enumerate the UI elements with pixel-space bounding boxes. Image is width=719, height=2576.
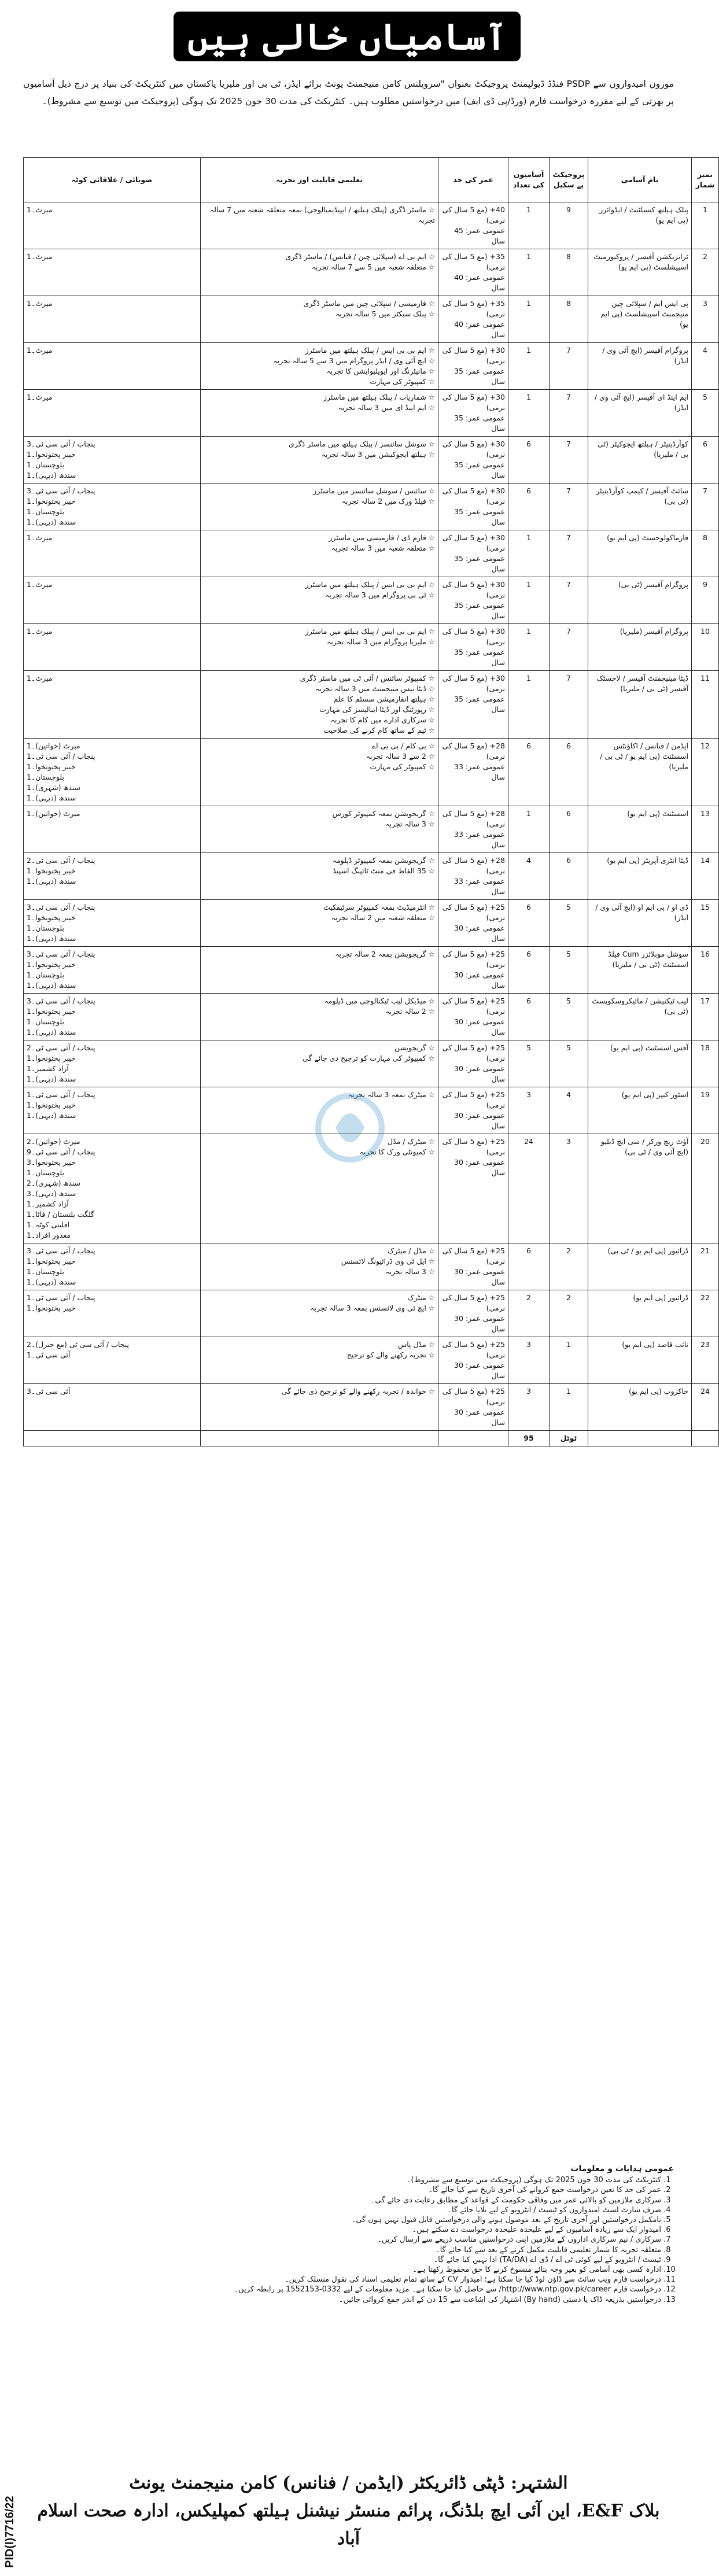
row-number: 17 <box>692 994 719 1040</box>
post-name: سوشل موبلائزر Cum فیلڈ اسسٹنٹ (ٹی بی / ملیریا) <box>588 947 692 994</box>
watermark-logo <box>312 1087 388 1174</box>
project-pay-scale: 1 <box>550 1384 588 1431</box>
post-name: نائب قاصد (پی ایم یو) <box>588 1337 692 1384</box>
vacancy-count: 24 <box>508 1134 550 1243</box>
quota: پنجاب / آئی سی ٹی۔3 خیبر پختونخوا۔1 بلوچستان۔1 سندھ (دیہی)۔1 <box>24 994 201 1040</box>
row-number: 22 <box>692 1290 719 1337</box>
qualification: ☆ گریجویشن بمعہ کمپیوٹر ڈپلومہ ☆ 35 الفاظ فی منٹ ٹائپنگ اسپیڈ <box>201 853 438 900</box>
condition-item: 6. امیدوار ایک سے زیادہ آسامیوں کے لیے علیحدہ علیحدہ درخواست دے سکتے ہیں۔ <box>23 2225 661 2235</box>
project-pay-scale: 5 <box>550 947 588 994</box>
project-pay-scale: 5 <box>550 900 588 947</box>
age-limit: 35+ (مع 5 سال کی نرمی) عمومی عمر: 40 سال <box>438 296 508 343</box>
condition-item: 4. صرف شارٹ لسٹ امیدواروں کو ٹیسٹ / انٹرویو کے لیے بلایا جائے گا۔ <box>23 2205 661 2215</box>
post-name: ڈیٹا مینیجمنٹ آفیسر / لاجسٹک آفیسر (ٹی بی / ملیریا) <box>588 671 692 739</box>
age-limit: 30+ (مع 5 سال کی نرمی) عمومی عمر: 35 سال <box>438 484 508 530</box>
row-number: 15 <box>692 900 719 947</box>
qualification: ☆ گریجویشن ☆ کمپیوٹر کی مہارت کو ترجیح دی جائے گی <box>201 1040 438 1087</box>
total-label: ٹوٹل <box>550 1431 588 1446</box>
quota: میرٹ۔1 <box>24 249 201 296</box>
age-limit: 30+ (مع 5 سال کی نرمی) عمومی عمر: 35 سال <box>438 437 508 484</box>
post-name: اسٹور کیپر (پی ایم یو) <box>588 1087 692 1134</box>
project-pay-scale: 7 <box>550 343 588 390</box>
table-row <box>24 947 719 994</box>
project-pay-scale: 4 <box>550 1087 588 1134</box>
quota: پنجاب / آئی سی ٹی۔1 خیبر پختونخوا۔1 سندھ (دیہی)۔1 <box>24 1087 201 1134</box>
condition-item: 10. ادارہ کسی بھی آسامی کو بغیر وجہ بتائے منسوخ کرنے کا حق محفوظ رکھتا ہے۔ <box>23 2265 661 2275</box>
pid-number: PID(I)7716/22 <box>3 2496 16 2568</box>
quota: پنجاب / آئی سی ٹی۔1 خیبر پختونخوا۔1 <box>24 1290 201 1337</box>
quota: میرٹ۔1 <box>24 530 201 577</box>
project-pay-scale: 7 <box>550 437 588 484</box>
post-name: ڈی او / پی ایم او (ایچ آئی وی / ایڈز) <box>588 900 692 947</box>
row-number: 23 <box>692 1337 719 1384</box>
table-row <box>24 671 719 739</box>
table-row <box>24 853 719 900</box>
qualification: ☆ میٹرک / مڈل ☆ کمیونٹی ورک کا تجربہ <box>201 1134 438 1243</box>
age-limit: 25+ (مع 5 سال کی نرمی) عمومی عمر: 30 سال <box>438 900 508 947</box>
table-row <box>24 343 719 390</box>
table-row <box>24 202 719 249</box>
row-number: 4 <box>692 343 719 390</box>
post-name: کوآرڈینیٹر / ہیلتھ ایجوکیٹر (ٹی بی / ملیریا) <box>588 437 692 484</box>
post-name: سائٹ آفیسر / کیمپ کوآرڈینیٹر (ٹی بی) <box>588 484 692 530</box>
header-no: نمبر شمار <box>692 158 719 202</box>
table-row <box>24 1290 719 1337</box>
footer <box>23 2470 674 2562</box>
qualification: ☆ شماریات / پبلک ہیلتھ میں ماسٹرز ☆ ایم اینڈ ای میں 3 سالہ تجربہ <box>201 390 438 437</box>
project-pay-scale: 7 <box>550 530 588 577</box>
post-name: ایم اینڈ ای آفیسر (ایچ آئی وی / ایڈز) <box>588 390 692 437</box>
age-limit: 25+ (مع 5 سال کی نرمی) عمومی عمر: 30 سال <box>438 1087 508 1134</box>
row-number: 24 <box>692 1384 719 1431</box>
quota: پنجاب / آئی سی ٹی (مع جنرل)۔2 آئی سی ٹی۔1 <box>24 1337 201 1384</box>
age-limit: 30+ (مع 5 سال کی نرمی) عمومی عمر: 35 سال <box>438 530 508 577</box>
row-number: 6 <box>692 437 719 484</box>
post-name: آفس اسسٹنٹ (پی ایم یو) <box>588 1040 692 1087</box>
table-row <box>24 739 719 806</box>
project-pay-scale: 6 <box>550 806 588 853</box>
qualification: ☆ میٹرک ☆ ایچ ٹی وی لائسنس بمعہ 3 سالہ تجربہ <box>201 1290 438 1337</box>
condition-item: 5. نامکمل درخواستیں اور آخری تاریخ کے بعد موصول ہونے والی درخواستیں قابل قبول نہیں ہوں گی۔ <box>23 2215 661 2225</box>
quota: میرٹ۔1 <box>24 577 201 624</box>
age-limit: 30+ (مع 5 سال کی نرمی) عمومی عمر: 35 سال <box>438 671 508 739</box>
row-number: 13 <box>692 806 719 853</box>
qualification: ☆ گریجویشن بمعہ 2 سالہ تجربہ <box>201 947 438 994</box>
title-banner <box>174 12 521 61</box>
row-number: 14 <box>692 853 719 900</box>
header-bps: پروجیکٹ پے سکیل <box>550 158 588 202</box>
qualification: ☆ ماسٹر ڈگری (پبلک ہیلتھ / ایپیڈیمیالوجی) بمعہ متعلقہ شعبہ میں 7 سالہ تجربہ <box>201 202 438 249</box>
vacancy-count: 6 <box>508 994 550 1040</box>
condition-item: 8. متعلقہ تجربہ کا شمار تعلیمی قابلیت مکمل کرنے کے بعد سے کیا جائے گا۔ <box>23 2245 661 2255</box>
vacancy-count: 6 <box>508 739 550 806</box>
vacancy-count: 5 <box>508 1040 550 1087</box>
qualification: ☆ مڈل / میٹرک ☆ ایل ٹی وی ڈرائیونگ لائسنس ☆ 3 سالہ تجربہ <box>201 1243 438 1290</box>
row-number: 18 <box>692 1040 719 1087</box>
project-pay-scale: 7 <box>550 671 588 739</box>
qualification: ☆ ایم بی بی ایس / پبلک ہیلتھ میں ماسٹرز ☆ ملیریا پروگرام میں 3 سالہ تجربہ <box>201 624 438 671</box>
project-pay-scale: 7 <box>550 484 588 530</box>
row-number: 9 <box>692 577 719 624</box>
quota: میرٹ۔1 <box>24 390 201 437</box>
qualification: ☆ کمپیوٹر سائنس / آئی ٹی میں ماسٹر ڈگری ☆ ڈیٹا بیس منیجمنٹ میں 3 سالہ تجربہ ☆ ہیلتھ انفارمیشن سسٹم کا علم ☆ رپورٹنگ اور ڈیٹا اینالیسز کی مہارت ☆ سرکاری ادارے میں کام کا تجربہ ☆ ٹیم کے ساتھ کام کرنے کی صلاحیت <box>201 671 438 739</box>
qualification: ☆ ایم بی بی ایس / پبلک ہیلتھ میں ماسٹرز ☆ ٹی بی پروگرام میں 3 سالہ تجربہ <box>201 577 438 624</box>
age-limit: 25+ (مع 5 سال کی نرمی) عمومی عمر: 30 سال <box>438 1290 508 1337</box>
age-limit: 25+ (مع 5 سال کی نرمی) عمومی عمر: 30 سال <box>438 947 508 994</box>
qualification: ☆ ایم بی اے (سپلائی چین / فنانس) / ماسٹر ڈگری ☆ متعلقہ شعبہ میں 5 سے 7 سالہ تجربہ <box>201 249 438 296</box>
project-pay-scale: 2 <box>550 1290 588 1337</box>
quota: میرٹ۔1 <box>24 671 201 739</box>
qualification: ☆ گریجویشن بمعہ کمپیوٹر کورس ☆ 3 سالہ تجربہ <box>201 806 438 853</box>
vacancy-count: 1 <box>508 390 550 437</box>
post-name: آؤٹ ریچ ورکر / سی ایچ ڈبلیو (ایچ آئی وی / ٹی بی) <box>588 1134 692 1243</box>
vacancies-body <box>24 202 719 1431</box>
vacancy-count: 1 <box>508 296 550 343</box>
post-name: فارماکولوجسٹ (پی ایم یو) <box>588 530 692 577</box>
total-count: 95 <box>508 1431 550 1446</box>
post-name: پروگرام آفیسر (ٹی بی) <box>588 577 692 624</box>
vacancy-count: 1 <box>508 202 550 249</box>
header-qualification: تعلیمی قابلیت اور تجربہ <box>201 158 438 202</box>
qualification: ☆ انٹرمیڈیٹ بمعہ کمپیوٹر سرٹیفکیٹ ☆ متعلقہ شعبہ میں 2 سالہ تجربہ <box>201 900 438 947</box>
footer-advertiser: الشتہر: ڈپٹی ڈائریکٹر (ایڈمن / فنانس) کامن منیجمنٹ یونٹ <box>129 2473 568 2493</box>
project-pay-scale: 6 <box>550 739 588 806</box>
general-conditions <box>23 2164 674 2305</box>
row-number: 19 <box>692 1087 719 1134</box>
header-quota: صوبائی / علاقائی کوٹہ <box>24 158 201 202</box>
project-pay-scale: 7 <box>550 624 588 671</box>
quota: پنجاب / آئی سی ٹی۔2 خیبر پختونخوا۔1 آزاد کشمیر۔1 سندھ (دیہی)۔1 <box>24 1040 201 1087</box>
header-count: آسامیوں کی تعداد <box>508 158 550 202</box>
post-name: پبلک ہیلتھ کنسلٹنٹ / ایڈوائزر (پی ایم یو) <box>588 202 692 249</box>
row-number: 1 <box>692 202 719 249</box>
quota: پنجاب / آئی سی ٹی۔3 خیبر پختونخوا۔1 بلوچستان۔1 سندھ (دیہی)۔1 <box>24 900 201 947</box>
vacancy-count: 1 <box>508 343 550 390</box>
table-row <box>24 1243 719 1290</box>
quota: میرٹ (خواتین)۔1 پنجاب / آئی سی ٹی۔1 خیبر پختونخوا۔1 بلوچستان۔1 سندھ (شہری)۔1 سندھ (دیہی)۔1 <box>24 739 201 806</box>
condition-item: 2. عمر کی حد کا تعین درخواست جمع کروانے کی آخری تاریخ سے کیا جائے گا۔ <box>23 2185 661 2195</box>
vacancy-count: 6 <box>508 437 550 484</box>
quota: پنجاب / آئی سی ٹی۔2 خیبر پختونخوا۔1 سندھ (دیہی)۔1 <box>24 853 201 900</box>
vacancy-count: 6 <box>508 947 550 994</box>
qualification: ☆ خواندہ / تجربہ رکھنے والے کو ترجیح دی جائے گی <box>201 1384 438 1431</box>
row-number: 7 <box>692 484 719 530</box>
age-limit: 30+ (مع 5 سال کی نرمی) عمومی عمر: 35 سال <box>438 390 508 437</box>
row-number: 5 <box>692 390 719 437</box>
table-row <box>24 1337 719 1384</box>
quota: آئی سی ٹی۔3 <box>24 1384 201 1431</box>
qualification: ☆ بی کام / بی بی اے ☆ 2 سے 3 سالہ تجربہ ☆ کمپیوٹر کی مہارت <box>201 739 438 806</box>
condition-item: 11. درخواست فارم ویب سائٹ سے ڈاؤن لوڈ کیا جا سکتا ہے؛ امیدوار CV کے ساتھ تمام تعلیمی اسناد کی نقول منسلک کریں۔ <box>23 2275 661 2285</box>
age-limit: 25+ (مع 5 سال کی نرمی) عمومی عمر: 30 سال <box>438 1134 508 1243</box>
table-row <box>24 624 719 671</box>
age-limit: 25+ (مع 5 سال کی نرمی) عمومی عمر: 30 سال <box>438 1040 508 1087</box>
project-pay-scale: 7 <box>550 577 588 624</box>
table-row <box>24 1384 719 1431</box>
condition-item: 1. کنٹریکٹ کی مدت 30 جون 2025 تک ہوگی (پروجیکٹ میں توسیع سے مشروط)۔ <box>23 2175 661 2185</box>
row-number: 16 <box>692 947 719 994</box>
vacancy-count: 3 <box>508 1384 550 1431</box>
post-name: لیب ٹیکنیشن / مائیکروسکوپسٹ (ٹی بی) <box>588 994 692 1040</box>
project-pay-scale: 5 <box>550 994 588 1040</box>
vacancy-count: 6 <box>508 484 550 530</box>
page-title: آسامیاں خالی ہیں <box>187 15 507 58</box>
row-number: 21 <box>692 1243 719 1290</box>
table-row <box>24 437 719 484</box>
post-name: اسسٹنٹ (پی ایم یو) <box>588 806 692 853</box>
table-row <box>24 577 719 624</box>
row-number: 12 <box>692 739 719 806</box>
vacancies-table <box>23 157 719 1446</box>
post-name: ڈیٹا انٹری آپریٹر (پی ایم یو) <box>588 853 692 900</box>
quota: پنجاب / آئی سی ٹی۔3 خیبر پختونخوا۔1 بلوچستان۔1 سندھ (دیہی)۔1 <box>24 437 201 484</box>
project-pay-scale: 5 <box>550 1040 588 1087</box>
row-number: 20 <box>692 1134 719 1243</box>
quota: میرٹ۔1 <box>24 624 201 671</box>
age-limit: 28+ (مع 5 سال کی نرمی) عمومی عمر: 33 سال <box>438 853 508 900</box>
table-row <box>24 249 719 296</box>
condition-item: 9. ٹیسٹ / انٹرویو کے لیے کوئی ٹی اے / ڈی اے (TA/DA) ادا نہیں کیا جائے گا۔ <box>23 2255 661 2265</box>
table-row <box>24 296 719 343</box>
vacancy-count: 3 <box>508 1087 550 1134</box>
row-number: 3 <box>692 296 719 343</box>
post-name: پی ایس ایم / سپلائی چین منیجمنٹ اسپیشلسٹ (پی ایم یو) <box>588 296 692 343</box>
age-limit: 35+ (مع 5 سال کی نرمی) عمومی عمر: 40 سال <box>438 249 508 296</box>
age-limit: 25+ (مع 5 سال کی نرمی) عمومی عمر: 30 سال <box>438 1243 508 1290</box>
vacancy-count: 1 <box>508 577 550 624</box>
quota: میرٹ (خواتین)۔2 پنجاب / آئی سی ٹی۔9 خیبر پختونخوا۔3 بلوچستان۔1 سندھ (شہری)۔2 سندھ (دیہی)۔3 آزاد کشمیر۔1 گلگت بلتستان / فاٹا۔1 اقلیتی کوٹہ۔1 معذور افراد۔1 <box>24 1134 201 1243</box>
conditions-list <box>23 2175 674 2305</box>
table-row <box>24 530 719 577</box>
quota: میرٹ۔1 <box>24 343 201 390</box>
post-name: ٹرانزیکشن آفیسر / پروکیورمنٹ اسپیشلسٹ (پی ایم یو) <box>588 249 692 296</box>
post-name: ڈرائیور (پی ایم یو / ٹی بی) <box>588 1243 692 1290</box>
quota: پنجاب / آئی سی ٹی۔3 خیبر پختونخوا۔1 بلوچستان۔1 سندھ (دیہی)۔1 <box>24 484 201 530</box>
qualification: ☆ فارمیسی / سپلائی چین میں ماسٹر ڈگری ☆ پبلک سیکٹر میں 5 سالہ تجربہ <box>201 296 438 343</box>
project-pay-scale: 8 <box>550 296 588 343</box>
vacancy-count: 4 <box>508 853 550 900</box>
qualification: ☆ ایم بی بی ایس / پبلک ہیلتھ میں ماسٹرز ☆ ایچ آئی وی / ایڈز پروگرام میں 3 سے 5 سالہ تجربہ ☆ مانیٹرنگ اور ایویلیوایشن کا تجربہ ☆ کمپیوٹر کی مہارت <box>201 343 438 390</box>
qualification: ☆ مڈل پاس ☆ تجربہ رکھنے والے کو ترجیح <box>201 1337 438 1384</box>
project-pay-scale: 9 <box>550 202 588 249</box>
post-name: خاکروب (پی ایم یو) <box>588 1384 692 1431</box>
footer-address: بلاک E&F، این آئی ایچ بلڈنگ، پرائم منسٹر نیشنل ہیلتھ کمپلیکس، ادارہ صحت اسلام آباد <box>37 2501 660 2549</box>
table-row <box>24 994 719 1040</box>
age-limit: 28+ (مع 5 سال کی نرمی) عمومی عمر: 33 سال <box>438 806 508 853</box>
project-pay-scale: 1 <box>550 1337 588 1384</box>
post-name: پروگرام آفیسر (ایچ آئی وی / ایڈز) <box>588 343 692 390</box>
condition-item: 7. سرکاری / نیم سرکاری اداروں کے ملازمین اپنی درخواستیں مناسب ذریعے سے ارسال کریں۔ <box>23 2235 661 2245</box>
age-limit: 25+ (مع 5 سال کی نرمی) عمومی عمر: 30 سال <box>438 1384 508 1431</box>
total-row <box>24 1431 719 1446</box>
post-name: ڈرائیور (پی ایم یو) <box>588 1290 692 1337</box>
project-pay-scale: 2 <box>550 1243 588 1290</box>
vacancy-count: 6 <box>508 1243 550 1290</box>
intro-paragraph: موزوں امیدواروں سے PSDP فنڈڈ ڈیولپمنٹ پروجیکٹ بعنوان "سرویلنس کامن منیجمنٹ یونٹ برائے ایڈز، ٹی بی اور ملیریا پاکستان میں کنٹریکٹ کی بنیاد پر درج ذیل آسامیوں پر بھرتی کے لیے مقررہ درخواست فارم (ورڈ/پی ڈی ایف) میں درخواستیں مطلوب ہیں۔ کنٹریکٹ کی مدت 30 جون 2025 تک ہوگی (پروجیکٹ میں توسیع سے مشروط)۔ <box>23 79 674 106</box>
project-pay-scale: 8 <box>550 249 588 296</box>
table-row <box>24 806 719 853</box>
vacancy-count: 1 <box>508 806 550 853</box>
qualification: ☆ فارم ڈی / فارمیسی میں ماسٹرز ☆ متعلقہ شعبہ میں 3 سالہ تجربہ <box>201 530 438 577</box>
age-limit: 28+ (مع 5 سال کی نرمی) عمومی عمر: 33 سال <box>438 739 508 806</box>
age-limit: 40+ (مع 5 سال کی نرمی) عمومی عمر: 45 سال <box>438 202 508 249</box>
qualification: ☆ میٹرک بمعہ 3 سالہ تجربہ <box>201 1087 438 1134</box>
project-pay-scale: 3 <box>550 1134 588 1243</box>
vacancy-count: 1 <box>508 624 550 671</box>
vacancy-count: 3 <box>508 1337 550 1384</box>
table-row <box>24 484 719 530</box>
vacancy-count: 1 <box>508 249 550 296</box>
project-pay-scale: 6 <box>550 853 588 900</box>
post-name: پروگرام آفیسر (ملیریا) <box>588 624 692 671</box>
header-age: عمر کی حد <box>438 158 508 202</box>
post-name: ایڈمن / فنانس / اکاؤنٹس اسسٹنٹ (پی ایم یو / ٹی بی / ملیریا) <box>588 739 692 806</box>
row-number: 10 <box>692 624 719 671</box>
age-limit: 25+ (مع 5 سال کی نرمی) عمومی عمر: 30 سال <box>438 994 508 1040</box>
quota: پنجاب / آئی سی ٹی۔3 خیبر پختونخوا۔1 بلوچستان۔1 سندھ (دیہی)۔1 <box>24 947 201 994</box>
row-number: 2 <box>692 249 719 296</box>
conditions-title: عمومی ہدایات و معلومات <box>570 2164 674 2173</box>
condition-item: 12. درخواست فارم http://www.ntp.gov.pk/career/ سے حاصل کیا جا سکتا ہے۔ مزید معلومات کے لیے 0332-1552153 پر رابطہ کریں۔ <box>23 2285 661 2294</box>
vacancy-count: 6 <box>508 900 550 947</box>
table-row <box>24 900 719 947</box>
age-limit: 30+ (مع 5 سال کی نرمی) عمومی عمر: 35 سال <box>438 624 508 671</box>
table-row <box>24 1040 719 1087</box>
vacancy-count: 1 <box>508 671 550 739</box>
quota: میرٹ (خواتین)۔1 <box>24 806 201 853</box>
condition-item: 3. سرکاری ملازمین کو بالائی عمر میں وفاقی حکومت کے قواعد کے مطابق رعایت دی جائے گی۔ <box>23 2195 661 2205</box>
quota: پنجاب / آئی سی ٹی۔3 خیبر پختونخوا۔1 بلوچستان۔1 سندھ (دیہی)۔1 <box>24 1243 201 1290</box>
vacancy-count: 1 <box>508 530 550 577</box>
project-pay-scale: 7 <box>550 390 588 437</box>
vacancy-count: 2 <box>508 1290 550 1337</box>
header-post: نام آسامی <box>588 158 692 202</box>
qualification: ☆ سوشل سائنسز / پبلک ہیلتھ میں ماسٹر ڈگری ☆ ہیلتھ ایجوکیشن میں 3 سالہ تجربہ <box>201 437 438 484</box>
condition-item: 13. درخواستیں بذریعہ ڈاک یا دستی (By hand) اشتہار کی اشاعت سے 15 دن کے اندر جمع کروائی جائیں۔ <box>23 2295 661 2305</box>
quota: میرٹ۔1 <box>24 202 201 249</box>
age-limit: 25+ (مع 5 سال کی نرمی) عمومی عمر: 30 سال <box>438 1337 508 1384</box>
table-row <box>24 390 719 437</box>
age-limit: 30+ (مع 5 سال کی نرمی) عمومی عمر: 35 سال <box>438 343 508 390</box>
row-number: 11 <box>692 671 719 739</box>
table-header-row <box>24 158 719 202</box>
row-number: 8 <box>692 530 719 577</box>
qualification: ☆ میڈیکل لیب ٹیکنالوجی میں ڈپلومہ ☆ 2 سالہ تجربہ <box>201 994 438 1040</box>
qualification: ☆ سائنس / سوشل سائنسز میں ماسٹرز ☆ فیلڈ ورک میں 2 سالہ تجربہ <box>201 484 438 530</box>
quota: میرٹ۔1 <box>24 296 201 343</box>
age-limit: 30+ (مع 5 سال کی نرمی) عمومی عمر: 35 سال <box>438 577 508 624</box>
